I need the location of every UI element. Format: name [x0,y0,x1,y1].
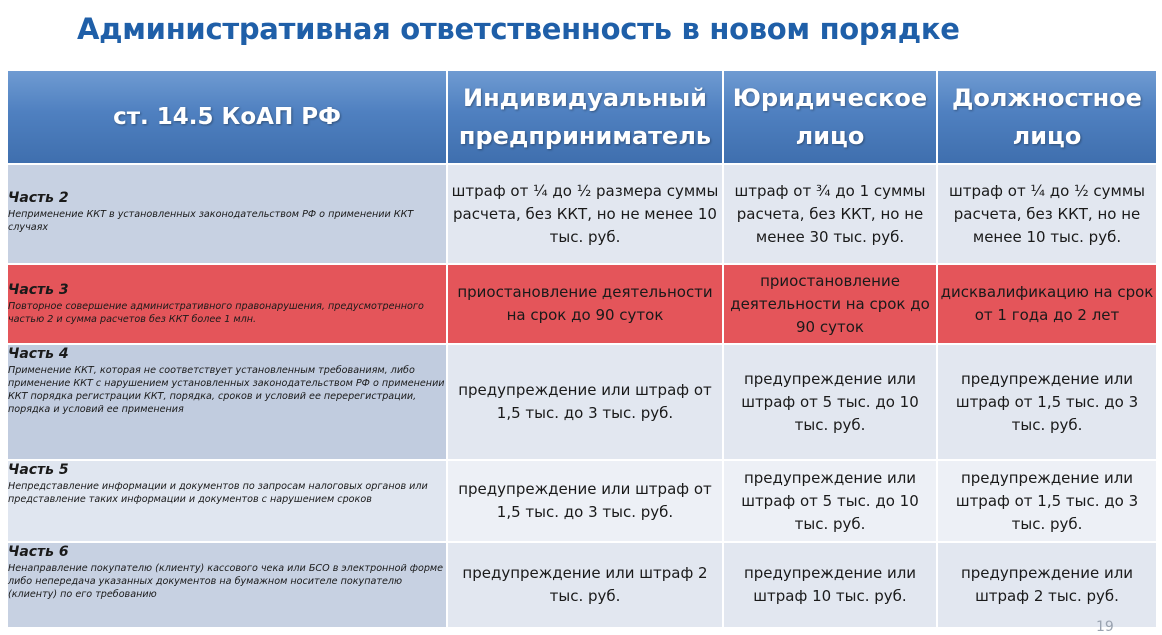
part-description: Повторное совершение административного правонарушения, предусмотренного частью 2 и сумма расчетов без ККТ более 1 млн. [8,301,424,325]
part-description: Ненаправление покупателю (клиенту) кассового чека или БСО в электронной форме либо непередача указанных документов на бумажном носителе покупателю (клиенту) по его требованию [8,563,444,600]
penalty-legal-entity: предупреждение или штраф 10 тыс. руб. [723,542,937,628]
penalty-legal-entity: штраф от ¾ до 1 суммы расчета, без ККТ, но не менее 30 тыс. руб. [723,164,937,264]
part-title: Часть 5 [8,462,69,478]
liability-table [6,69,1158,629]
part-title: Часть 3 [8,282,69,298]
part-title: Часть 4 [8,346,69,362]
header-legal-entity: Юридическое лицо [723,70,937,164]
part-cell [7,264,447,344]
page-number: 19 [1096,619,1114,635]
penalty-individual-entrepreneur: приостановление деятельности на срок до 90 суток [447,264,723,344]
page-title: Административная ответственность в новом порядке [77,12,960,46]
table-row-part-5 [7,460,1157,542]
table-row-part-4 [7,344,1157,460]
penalty-official: предупреждение или штраф от 1,5 тыс. до 3 тыс. руб. [937,460,1157,542]
penalty-legal-entity: приостановление деятельности на срок до 90 суток [723,264,937,344]
part-description: Неприменение ККТ в установленных законодательством РФ о применении ККТ случаях [8,209,414,233]
penalty-official: дисквалификацию на срок от 1 года до 2 лет [937,264,1157,344]
penalty-official: штраф от ¼ до ½ суммы расчета, без ККТ, но не менее 10 тыс. руб. [937,164,1157,264]
part-title: Часть 6 [8,544,69,560]
penalty-individual-entrepreneur: предупреждение или штраф от 1,5 тыс. до 3 тыс. руб. [447,460,723,542]
penalty-official: предупреждение или штраф от 1,5 тыс. до 3 тыс. руб. [937,344,1157,460]
part-cell [7,344,447,460]
part-cell [7,542,447,628]
header-article: ст. 14.5 КоАП РФ [7,70,447,164]
table-row-part-3 [7,264,1157,344]
part-title: Часть 2 [8,190,69,206]
part-description: Непредставление информации и документов по запросам налоговых органов или представление таких информации и документов с нарушением сроков [8,481,428,505]
part-description: Применение ККТ, которая не соответствует установленным требованиям, либо применение ККТ с нарушением установленных законодательством РФ о применении ККТ порядка регистрации ККТ, порядка, сроков и условий ее перерегистрации, порядка и условий ее применения [8,365,445,415]
table-header-row [7,70,1157,164]
penalty-individual-entrepreneur: предупреждение или штраф от 1,5 тыс. до 3 тыс. руб. [447,344,723,460]
table-row-part-6 [7,542,1157,628]
penalty-legal-entity: предупреждение или штраф от 5 тыс. до 10 тыс. руб. [723,344,937,460]
table-row-part-2 [7,164,1157,264]
penalty-official: предупреждение или штраф 2 тыс. руб. [937,542,1157,628]
part-cell [7,460,447,542]
header-individual-entrepreneur: Индивидуальный предприниматель [447,70,723,164]
header-official: Должностное лицо [937,70,1157,164]
penalty-individual-entrepreneur: штраф от ¼ до ½ размера суммы расчета, без ККТ, но не менее 10 тыс. руб. [447,164,723,264]
penalty-legal-entity: предупреждение или штраф от 5 тыс. до 10 тыс. руб. [723,460,937,542]
part-cell [7,164,447,264]
penalty-individual-entrepreneur: предупреждение или штраф 2 тыс. руб. [447,542,723,628]
